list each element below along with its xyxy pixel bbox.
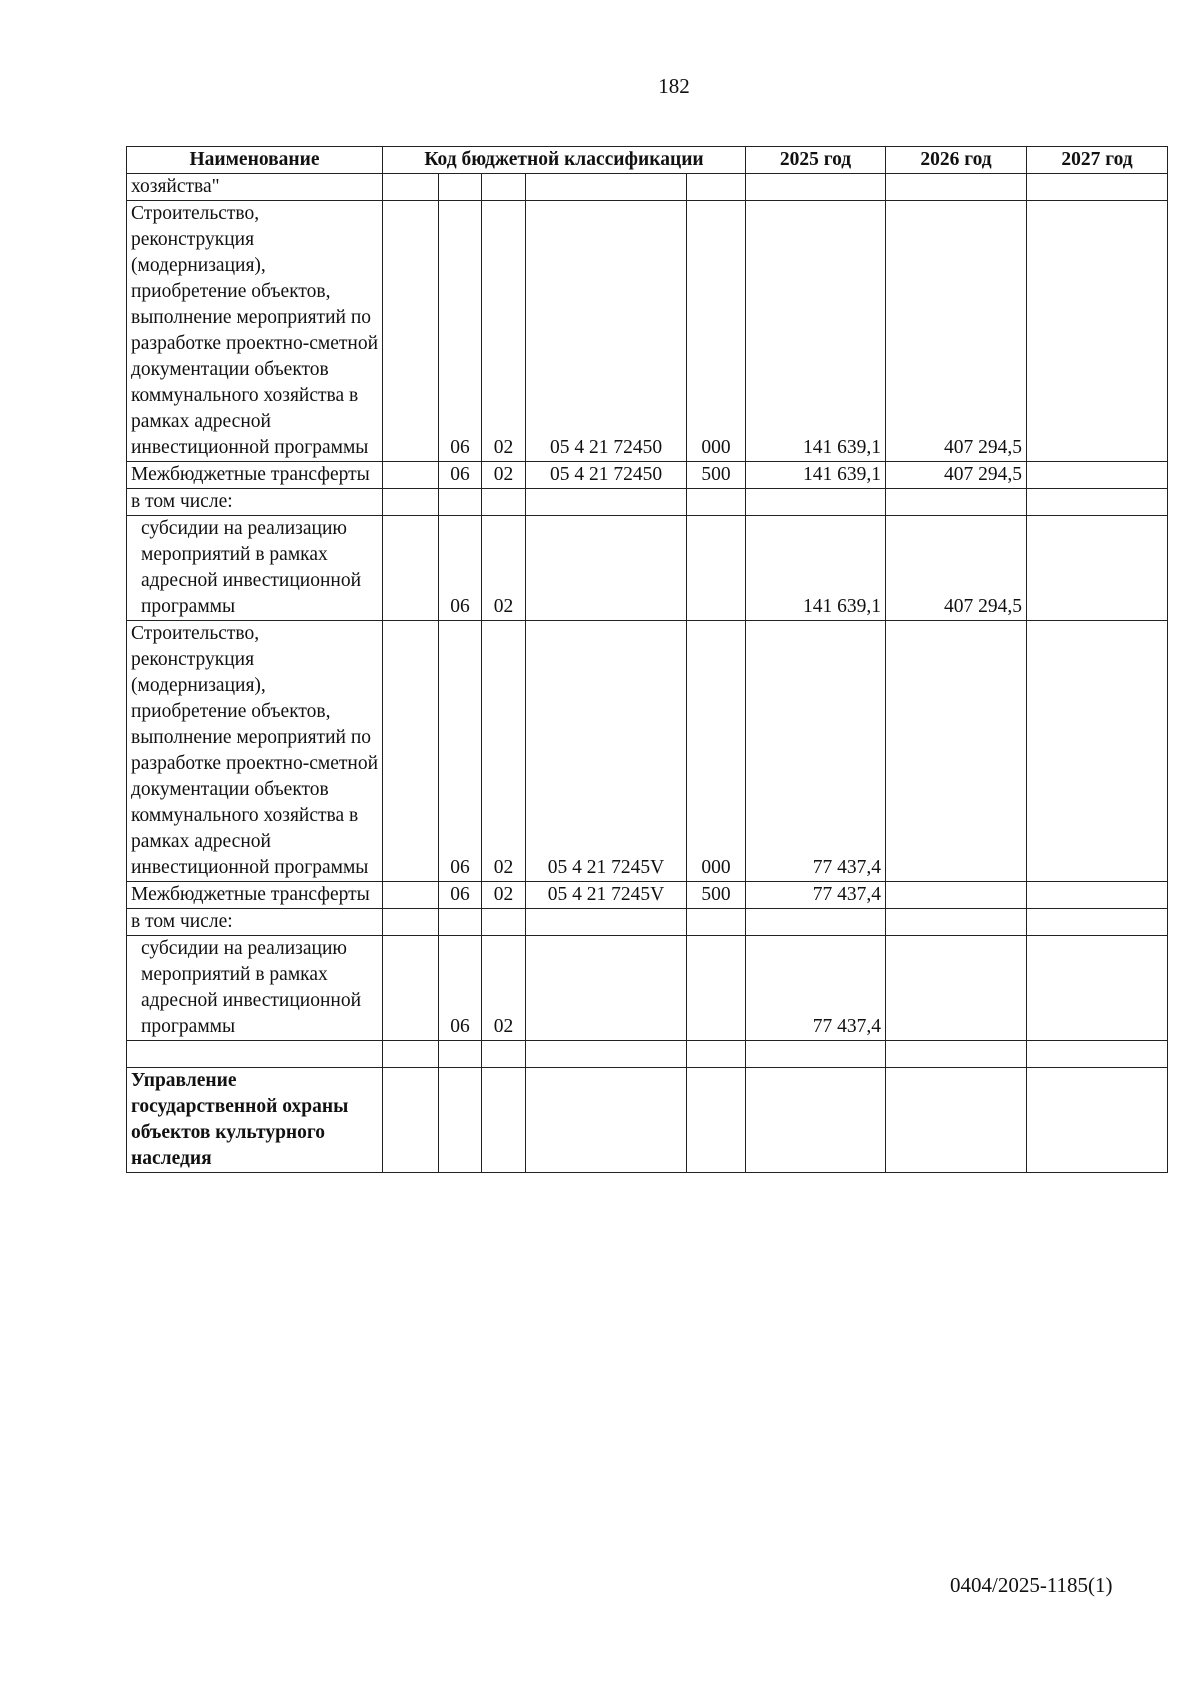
row-value-2026: 407 294,5: [886, 462, 1027, 489]
table-header-row: [127, 147, 1168, 174]
table-row: [127, 1041, 1168, 1068]
row-code-target: 05 4 21 72450: [526, 201, 687, 462]
row-value-2026: 407 294,5: [886, 201, 1027, 462]
row-value-2025: [746, 909, 886, 936]
table-row: [127, 201, 1168, 462]
row-value-2027: [1027, 882, 1168, 909]
row-value-2027: [1027, 909, 1168, 936]
row-value-2025: [746, 174, 886, 201]
row-name: [127, 936, 383, 1041]
table-row: [127, 516, 1168, 621]
row-name: Строительство, реконструкция (модернизация), приобретение объектов, выполнение мероприятий по разработке проектно-сметной документации объектов коммунального хозяйства в рамках адресной инвестиционной программы: [127, 201, 383, 462]
row-code-type: [687, 516, 746, 621]
row-code-type: 000: [687, 621, 746, 882]
row-value-2025: 141 639,1: [746, 462, 886, 489]
header-code: Код бюджетной классификации: [383, 147, 746, 174]
row-code-section: [439, 174, 482, 201]
row-code-1: [383, 621, 439, 882]
row-value-2027: [1027, 462, 1168, 489]
row-code-target: [526, 909, 687, 936]
row-code-section: 06: [439, 621, 482, 882]
row-code-type: 000: [687, 201, 746, 462]
row-code-1: [383, 174, 439, 201]
row-code-1: [383, 462, 439, 489]
row-code-section: 06: [439, 462, 482, 489]
row-code-subsection: 02: [482, 936, 526, 1041]
row-name-text: субсидии на реализацию мероприятий в рамках адресной инвестиционной программы: [141, 518, 362, 617]
row-value-2027: [1027, 516, 1168, 621]
row-name-text: субсидии на реализацию мероприятий в рамках адресной инвестиционной программы: [141, 938, 362, 1037]
row-code-1: [383, 516, 439, 621]
header-name: Наименование: [127, 147, 383, 174]
row-value-2025: [746, 1041, 886, 1068]
row-code-type: [687, 1041, 746, 1068]
table-row: [127, 882, 1168, 909]
row-value-2025: [746, 489, 886, 516]
row-code-target: 05 4 21 7245V: [526, 621, 687, 882]
row-code-subsection: [482, 489, 526, 516]
row-code-type: [687, 909, 746, 936]
table-row: [127, 174, 1168, 201]
row-name: [127, 1041, 383, 1068]
row-value-2026: [886, 882, 1027, 909]
page-number: 182: [658, 74, 690, 98]
row-code-section: 06: [439, 936, 482, 1041]
row-name: в том числе:: [127, 909, 383, 936]
row-code-section: [439, 1041, 482, 1068]
row-value-2025: 141 639,1: [746, 201, 886, 462]
row-code-type: [687, 174, 746, 201]
row-code-1: [383, 936, 439, 1041]
row-code-section: 06: [439, 516, 482, 621]
row-code-1: [383, 1068, 439, 1173]
row-value-2026: [886, 621, 1027, 882]
row-code-1: [383, 489, 439, 516]
row-name: [127, 516, 383, 621]
row-value-2026: [886, 174, 1027, 201]
row-code-1: [383, 201, 439, 462]
row-code-section: 06: [439, 882, 482, 909]
row-code-subsection: [482, 1068, 526, 1173]
row-code-target: [526, 1068, 687, 1173]
row-code-subsection: [482, 1041, 526, 1068]
row-code-target: [526, 1041, 687, 1068]
row-code-section: [439, 1068, 482, 1173]
row-code-subsection: 02: [482, 201, 526, 462]
row-value-2025: 77 437,4: [746, 882, 886, 909]
row-name: хозяйства": [127, 174, 383, 201]
row-value-2025: [746, 1068, 886, 1173]
row-value-2027: [1027, 621, 1168, 882]
row-code-target: [526, 174, 687, 201]
row-code-target: 05 4 21 72450: [526, 462, 687, 489]
header-2026: 2026 год: [886, 147, 1027, 174]
row-value-2026: [886, 909, 1027, 936]
row-name: Межбюджетные трансферты: [127, 462, 383, 489]
row-value-2026: [886, 1068, 1027, 1173]
row-name: Строительство, реконструкция (модернизация), приобретение объектов, выполнение мероприятий по разработке проектно-сметной документации объектов коммунального хозяйства в рамках адресной инвестиционной программы: [127, 621, 383, 882]
budget-table: [126, 146, 1168, 1173]
row-code-subsection: 02: [482, 462, 526, 489]
row-value-2027: [1027, 1041, 1168, 1068]
row-code-type: 500: [687, 462, 746, 489]
table-row: [127, 621, 1168, 882]
row-code-subsection: [482, 174, 526, 201]
table-row: [127, 909, 1168, 936]
row-code-1: [383, 1041, 439, 1068]
row-value-2025: 141 639,1: [746, 516, 886, 621]
row-code-1: [383, 882, 439, 909]
row-value-2027: [1027, 936, 1168, 1041]
row-code-1: [383, 909, 439, 936]
row-value-2026: 407 294,5: [886, 516, 1027, 621]
row-value-2027: [1027, 174, 1168, 201]
row-value-2026: [886, 936, 1027, 1041]
row-code-target: [526, 489, 687, 516]
row-code-section: [439, 909, 482, 936]
row-name: Межбюджетные трансферты: [127, 882, 383, 909]
row-value-2027: [1027, 489, 1168, 516]
row-name: в том числе:: [127, 489, 383, 516]
row-code-target: 05 4 21 7245V: [526, 882, 687, 909]
table-row: [127, 489, 1168, 516]
header-2027: 2027 год: [1027, 147, 1168, 174]
row-code-subsection: [482, 909, 526, 936]
row-code-section: 06: [439, 201, 482, 462]
row-value-2025: 77 437,4: [746, 621, 886, 882]
row-value-2027: [1027, 201, 1168, 462]
row-value-2025: 77 437,4: [746, 936, 886, 1041]
table-row: [127, 1068, 1168, 1173]
table-row: [127, 936, 1168, 1041]
row-value-2026: [886, 1041, 1027, 1068]
row-code-type: [687, 936, 746, 1041]
header-2025: 2025 год: [746, 147, 886, 174]
row-code-target: [526, 516, 687, 621]
row-value-2026: [886, 489, 1027, 516]
row-code-target: [526, 936, 687, 1041]
row-code-subsection: 02: [482, 516, 526, 621]
row-code-subsection: 02: [482, 621, 526, 882]
row-name: Управление государственной охраны объектов культурного наследия: [127, 1068, 383, 1173]
table-row: [127, 462, 1168, 489]
row-code-section: [439, 489, 482, 516]
row-value-2027: [1027, 1068, 1168, 1173]
row-code-type: 500: [687, 882, 746, 909]
document-footer-code: 0404/2025-1185(1): [950, 1573, 1113, 1597]
row-code-type: [687, 1068, 746, 1173]
row-code-type: [687, 489, 746, 516]
row-code-subsection: 02: [482, 882, 526, 909]
